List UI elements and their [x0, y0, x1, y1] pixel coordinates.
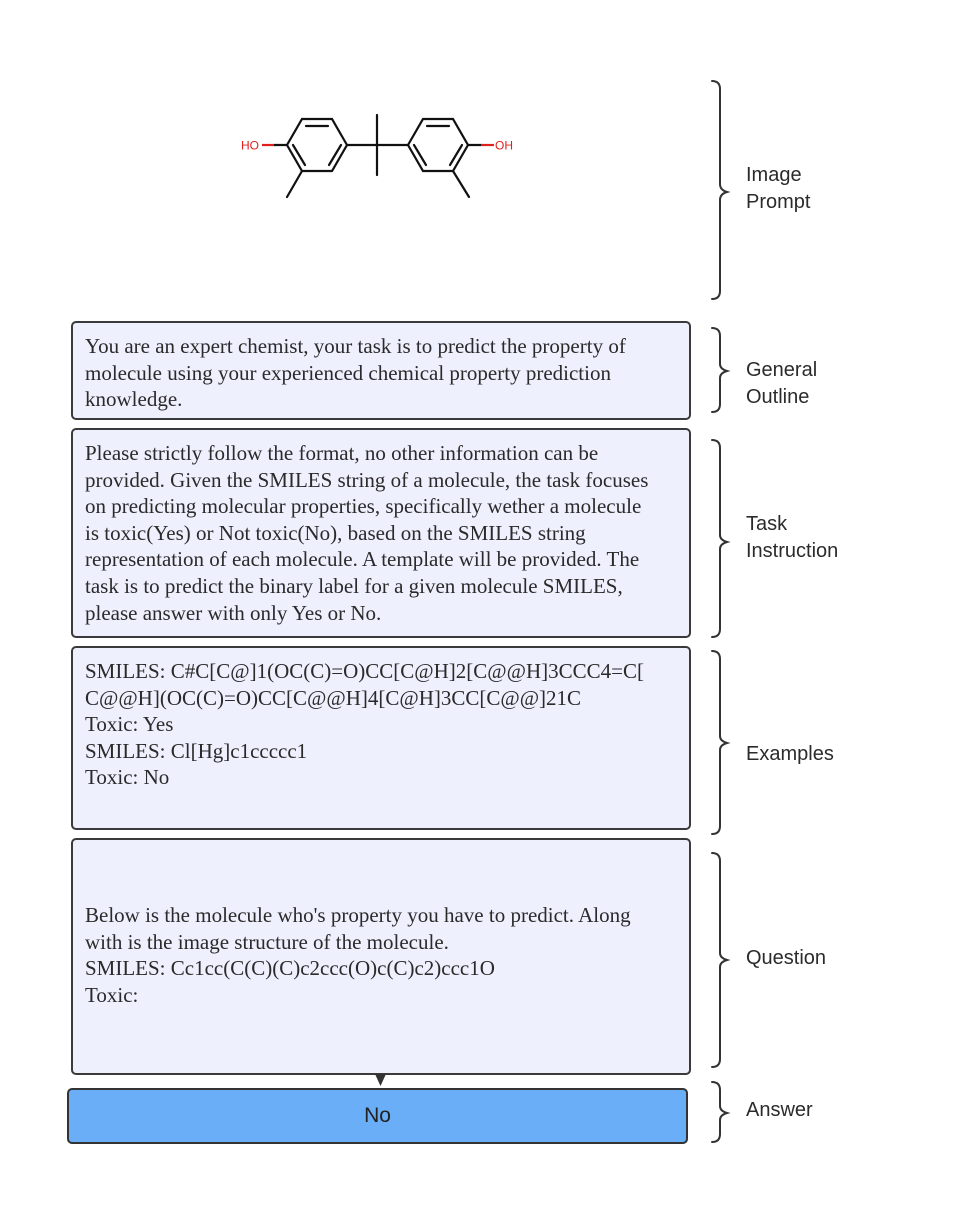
left-hydroxyl-label: HO: [241, 138, 259, 153]
label-task-instruction: [746, 511, 838, 564]
label-line: Task: [746, 513, 788, 535]
text-line: on predicting molecular properties, specifically wether a molecule: [85, 494, 642, 519]
text-line: with is the image structure of the molecule.: [85, 929, 449, 954]
text-line: Toxic:: [85, 982, 139, 1007]
brace-examples: [712, 651, 727, 834]
label-line: Question: [746, 947, 827, 969]
label-line: Answer: [746, 1099, 813, 1121]
text-line: Please strictly follow the format, no other information can be: [85, 441, 599, 465]
brace-general-outline: [712, 328, 727, 412]
text-line: You are an expert chemist, your task is to predict the property of: [85, 334, 626, 358]
text-line: please answer with only Yes or No.: [85, 600, 382, 625]
text-line: SMILES: Cl[Hg]c1ccccc1: [85, 738, 308, 763]
label-examples: [746, 741, 834, 768]
text-line: SMILES: Cc1cc(C(C)(C)c2ccc(O)c(C)c2)ccc1O: [85, 956, 495, 981]
text-line: knowledge.: [85, 387, 183, 412]
label-line: Instruction: [746, 539, 839, 562]
text-line: is toxic(Yes) or Not toxic(No), based on the SMILES string: [85, 520, 586, 545]
label-line: General: [746, 359, 818, 381]
text-line: molecule using your experienced chemical property prediction: [85, 360, 611, 385]
brace-question: [712, 853, 727, 1067]
label-answer: [746, 1097, 813, 1124]
label-general-outline: [746, 357, 817, 410]
text-line: C@@H](OC(C)=O)CC[C@@H]4[C@H]3CC[C@@]21C: [85, 685, 582, 710]
label-line: Prompt: [746, 190, 811, 213]
label-line: Examples: [746, 743, 834, 765]
label-line: Image: [746, 164, 802, 186]
text-line: representation of each molecule. A template will be provided. The: [85, 547, 640, 572]
text-line: Below is the molecule who's property you have to predict. Along: [85, 903, 631, 927]
text-line: Toxic: No: [85, 765, 170, 790]
text-line: SMILES: C#C[C@]1(OC(C)=O)CC[C@H]2[C@@H]3CCC4=C[: [85, 659, 644, 683]
brace-answer: [712, 1082, 727, 1142]
brace-image-prompt: [712, 81, 727, 299]
label-line: Outline: [746, 385, 810, 408]
text-line: Toxic: Yes: [85, 712, 174, 737]
brace-task-instruction: [712, 440, 727, 637]
text-line: provided. Given the SMILES string of a molecule, the task focuses: [85, 467, 649, 492]
answer-box: No: [67, 1088, 688, 1144]
label-image-prompt: [746, 162, 810, 215]
label-question: [746, 945, 826, 972]
right-hydroxyl-label: OH: [495, 138, 513, 153]
text-line: task is to predict the binary label for a given molecule SMILES,: [85, 573, 623, 598]
